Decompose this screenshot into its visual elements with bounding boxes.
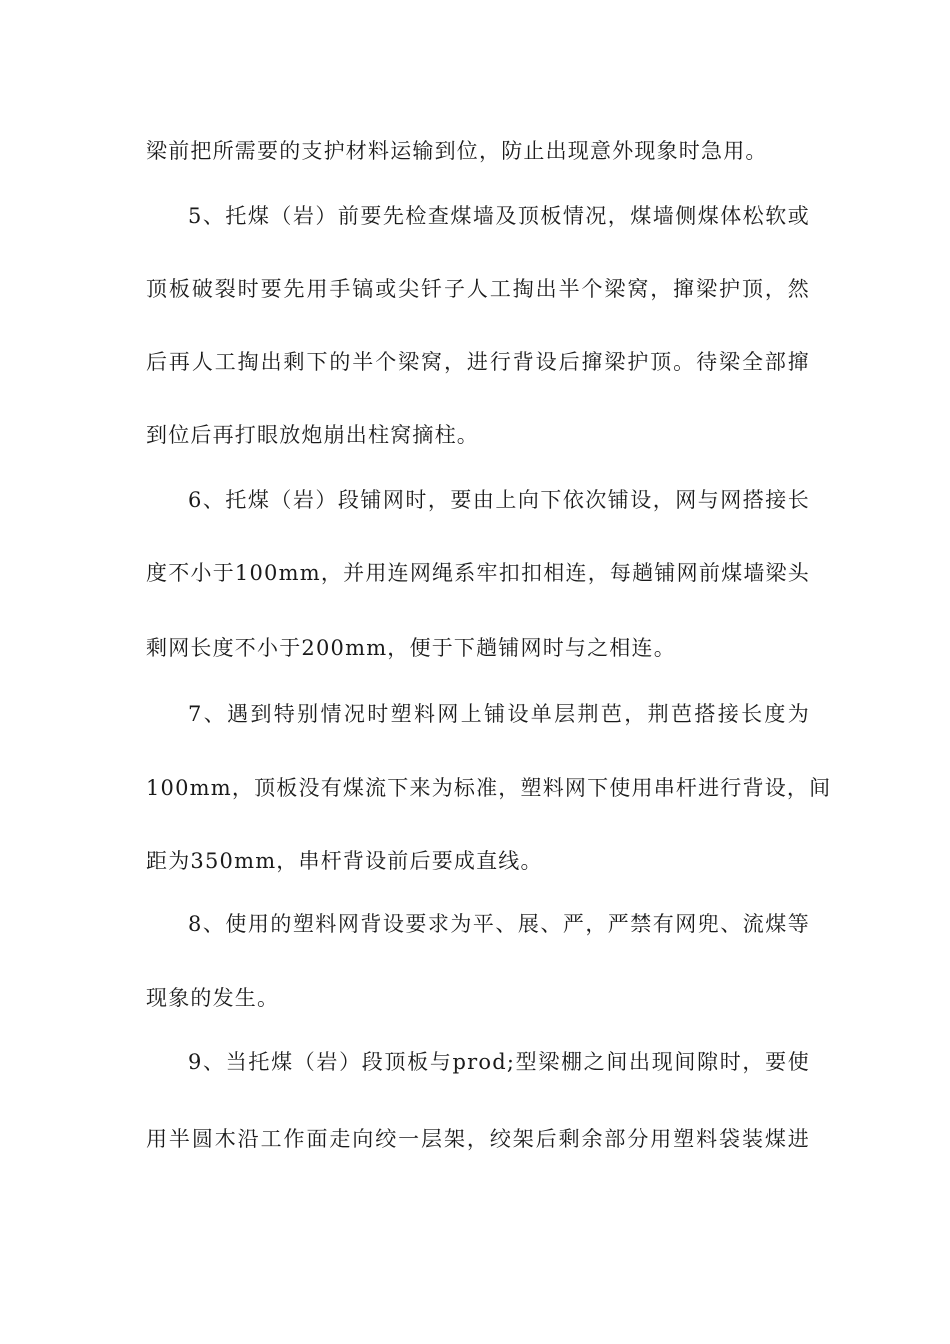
text-line-12: 8、使用的塑料网背设要求为平、展、严，严禁有网兜、流煤等 bbox=[188, 912, 810, 936]
text-line-4: 后再人工掏出剩下的半个梁窝，进行背设后撺梁护顶。待梁全部撺 bbox=[146, 350, 810, 374]
text-line-3: 顶板破裂时要先用手镐或尖钎子人工掏出半个梁窝，撺梁护顶，然 bbox=[146, 277, 810, 301]
text-line-15: 用半圆木沿工作面走向绞一层架，绞架后剩余部分用塑料袋装煤进 bbox=[146, 1127, 810, 1151]
text-line-6: 6、托煤（岩）段铺网时，要由上向下依次铺设，网与网搭接长 bbox=[188, 488, 810, 512]
text-line-8: 剩网长度不小于200mm，便于下趟铺网时与之相连。 bbox=[146, 636, 676, 660]
text-line-14: 9、当托煤（岩）段顶板与prod;型梁棚之间出现间隙时，要使 bbox=[188, 1050, 810, 1074]
text-line-11: 距为350mm，串杆背设前后要成直线。 bbox=[146, 849, 543, 873]
text-line-13: 现象的发生。 bbox=[146, 986, 280, 1010]
text-line-9: 7、遇到特别情况时塑料网上铺设单层荆芭，荆芭搭接长度为 bbox=[188, 702, 810, 726]
text-line-10: 100mm，顶板没有煤流下来为标准，塑料网下使用串杆进行背设，间 bbox=[146, 776, 832, 800]
text-line-7: 度不小于100mm，并用连网绳系牢扣扣相连，每趟铺网前煤墙梁头 bbox=[146, 561, 810, 585]
text-line-5: 到位后再打眼放炮崩出柱窝摘柱。 bbox=[146, 423, 479, 447]
text-line-2: 5、托煤（岩）前要先检查煤墙及顶板情况，煤墙侧煤体松软或 bbox=[188, 204, 810, 228]
text-line-1: 梁前把所需要的支护材料运输到位，防止出现意外现象时急用。 bbox=[146, 139, 768, 163]
